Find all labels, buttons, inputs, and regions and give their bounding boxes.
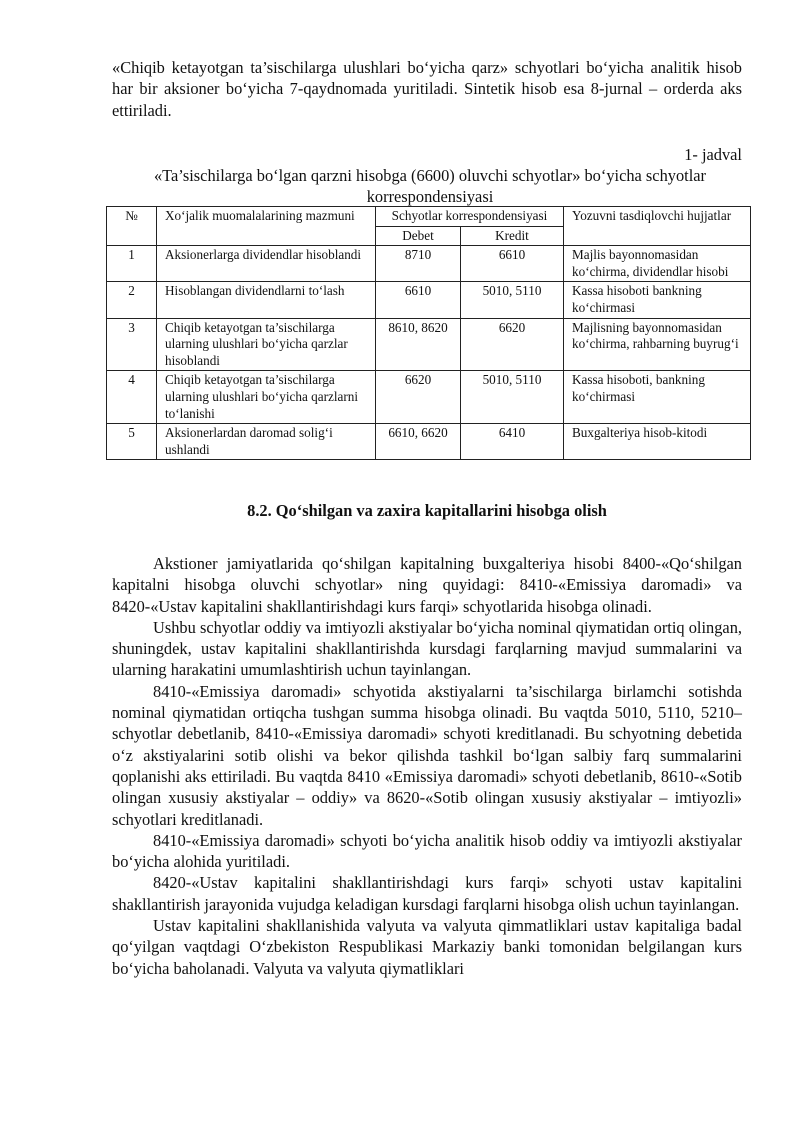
row-num: 5 (107, 424, 157, 460)
row-docs: Majlisning bayonnomasidan ko‘chirma, rahbarning buyrug‘i (564, 318, 751, 371)
row-docs: Kassa hisoboti bankning ko‘chirmasi (564, 282, 751, 318)
paragraph: 8410-«Emissiya daromadi» schyoti bo‘yicha analitik hisob oddiy va imtiyozli akstiyalar bo‘yicha alohida yuritiladi. (112, 830, 742, 872)
header-content: Xo‘jalik muomalalarining mazmuni (157, 207, 376, 246)
table-row (107, 424, 751, 460)
body-text (112, 553, 742, 979)
header-num: № (107, 207, 157, 246)
row-docs: Majlis bayonnomasidan ko‘chirma, dividendlar hisobi (564, 246, 751, 282)
table-row (107, 318, 751, 371)
paragraph: Ushbu schyotlar oddiy va imtiyozli akstiyalar bo‘yicha nominal qiymatidan ortiq olingan, shuningdek, ustav kapitalini shakllantirishda kursdagi farqlarning mavjud summalarini va ularning harakatini umumlashtirish uchun tayinlangan. (112, 617, 742, 680)
row-docs: Buxgalteriya hisob-kitodi (564, 424, 751, 460)
header-accounts: Schyotlar korrespondensiyasi (376, 207, 564, 227)
paragraph: 8420-«Ustav kapitalini shakllantirishdagi kurs farqi» schyoti ustav kapitalini shakllantirish jarayonida vujudga keladigan kursdagi farqlarni hisobga olish uchun tayinlangan. (112, 873, 742, 914)
header-docs: Yozuvni tasdiqlovchi hujjatlar (564, 207, 751, 246)
intro-paragraph: «Chiqib ketayotgan ta’sischilarga ulushlari bo‘yicha qarz» schyotlari bo‘yicha analitik hisob har bir aksioner bo‘yicha 7-qaydnomada yuritiladi. Sintetik hisob esa 8-jurnal – orderda aks ettiriladi. (112, 58, 742, 120)
row-credit: 5010, 5110 (461, 371, 564, 424)
row-debit: 6610 (376, 282, 461, 318)
row-content: Hisoblangan dividendlarni to‘lash (157, 282, 376, 318)
row-debit: 6620 (376, 371, 461, 424)
row-debit: 8610, 8620 (376, 318, 461, 371)
row-num: 1 (107, 246, 157, 282)
row-content: Chiqib ketayotgan ta’sischilarga ularning ulushlari bo‘yicha qarzlar hisoblandi (157, 318, 376, 371)
paragraph: Akstioner jamiyatlarida qo‘shilgan kapitalning buxgalteriya hisobi 8400-«Qo‘shilgan kapitalni hisobga oluvchi schyotlar» ning quyidagi: 8410-«Emissiya daromadi» va 8420-«Ustav kapitalini shakllantirishdagi kurs farqi» schyotlarida hisobga olinadi. (112, 554, 742, 616)
row-num: 4 (107, 371, 157, 424)
table-row (107, 246, 751, 282)
table-row (107, 282, 751, 318)
table-label: 1- jadval (684, 145, 742, 164)
row-credit: 6610 (461, 246, 564, 282)
row-docs: Kassa hisoboti, bankning ko‘chirmasi (564, 371, 751, 424)
section-heading: 8.2. Qo‘shilgan va zaxira kapitallarini hisobga olish (247, 501, 607, 520)
row-credit: 6410 (461, 424, 564, 460)
row-debit: 8710 (376, 246, 461, 282)
row-content: Aksionerlardan daromad solig‘i ushlandi (157, 424, 376, 460)
table-header-row (107, 207, 751, 227)
row-num: 3 (107, 318, 157, 371)
paragraph: 8410-«Emissiya daromadi» schyotida akstiyalarni ta’sischilarga birlamchi sotishda nominal qiymatidan ortiqcha tushgan summa hisobga olinadi. Bu vaqtda 5010, 5110, 5210–schyotlar debetlanib, 8410-«Emissiya daromadi» schyoti kreditlanadi. Bu schyotning debetida o‘z akstiyalarini sotib olishi va bekor qilishda tashkil bo‘lgan salbiy farq summalarini qoplanishi aks ettiriladi. Bu vaqtda 8410 «Emissiya daromadi» schyoti debetlanib, 8610-«Sotib olingan xususiy akstiyalar – oddiy» va 8620-«Sotib olingan xususiy akstiyalar – imtiyozli» schyotlari kreditlanadi. (112, 681, 742, 829)
row-credit: 6620 (461, 318, 564, 371)
correspondence-table (106, 206, 751, 460)
paragraph: Ustav kapitalini shakllanishida valyuta va valyuta qimmatliklari ustav kapitaliga badal qo‘yilgan vaqtdagi O‘zbekiston Respublikasi Markaziy banki tomonidan belgilangan kurs bo‘yicha baholanadi. Valyuta va valyuta qiymatliklari (112, 916, 742, 978)
row-content: Aksionerlarga dividendlar hisoblandi (157, 246, 376, 282)
header-debit: Debet (376, 226, 461, 246)
row-content: Chiqib ketayotgan ta’sischilarga ularning ulushlari bo‘yicha qarzlarni to‘lanishi (157, 371, 376, 424)
table-row (107, 371, 751, 424)
row-num: 2 (107, 282, 157, 318)
table-title: «Ta’sischilarga bo‘lgan qarzni hisobga (6600) oluvchi schyotlar» bo‘yicha schyotlar korrespondensiyasi (153, 166, 707, 206)
row-credit: 5010, 5110 (461, 282, 564, 318)
header-credit: Kredit (461, 226, 564, 246)
row-debit: 6610, 6620 (376, 424, 461, 460)
